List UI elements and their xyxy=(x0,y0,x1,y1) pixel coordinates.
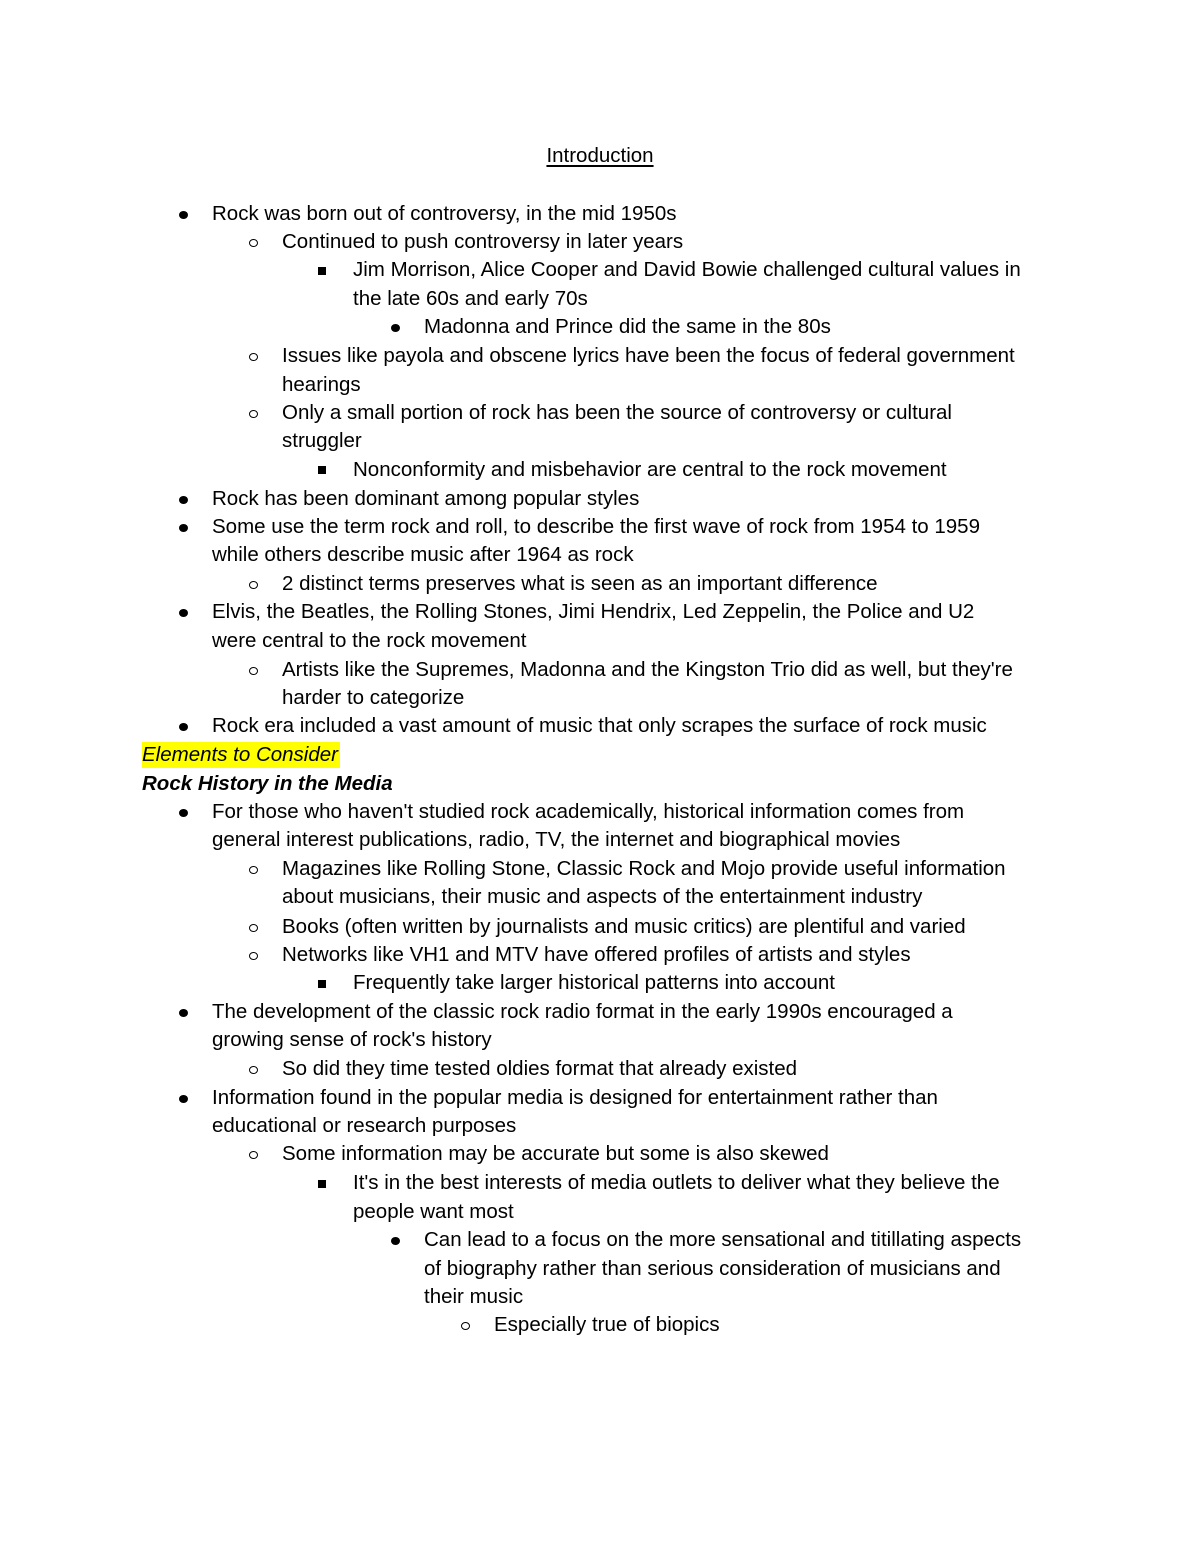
bullet-square-icon xyxy=(318,1180,326,1188)
list-item: Frequently take larger historical patterns into account xyxy=(353,971,836,994)
bullet-circle-icon xyxy=(249,1066,258,1074)
bullet-circle-icon xyxy=(461,1322,470,1330)
list-item-continuation: while others describe music after 1964 as rock xyxy=(212,543,634,566)
list-item: Artists like the Supremes, Madonna and the Kingston Trio did as well, but they're xyxy=(282,658,1013,681)
list-item: It's in the best interests of media outlets to deliver what they believe the xyxy=(353,1171,1000,1194)
list-item-continuation: general interest publications, radio, TV, the internet and biographical movies xyxy=(212,828,901,851)
bullet-circle-icon xyxy=(249,924,258,932)
list-item-continuation: struggler xyxy=(282,429,362,452)
list-item-continuation: hearings xyxy=(282,373,361,396)
bullet-disc-icon xyxy=(179,211,188,219)
bullet-square-icon xyxy=(318,980,326,988)
list-item-continuation: their music xyxy=(424,1285,524,1308)
list-item: So did they time tested oldies format that already existed xyxy=(282,1057,798,1080)
bullet-circle-icon xyxy=(249,239,258,247)
bullet-square-icon xyxy=(318,466,326,474)
list-item: For those who haven't studied rock academically, historical information comes from xyxy=(212,800,965,823)
list-item: Only a small portion of rock has been the source of controversy or cultural xyxy=(282,401,952,424)
bullet-disc-icon xyxy=(179,809,188,817)
list-item: Some information may be accurate but some is also skewed xyxy=(282,1142,829,1165)
list-item: Some use the term rock and roll, to describe the first wave of rock from 1954 to 1959 xyxy=(212,515,980,538)
list-item: 2 distinct terms preserves what is seen as an important difference xyxy=(282,572,878,595)
bullet-disc-icon xyxy=(179,1009,188,1017)
list-item: Continued to push controversy in later years xyxy=(282,230,684,253)
list-item: The development of the classic rock radio format in the early 1990s encouraged a xyxy=(212,1000,953,1023)
list-item: Can lead to a focus on the more sensational and titillating aspects xyxy=(424,1228,1022,1251)
bullet-circle-icon xyxy=(249,1151,258,1159)
list-item: Magazines like Rolling Stone, Classic Rock and Mojo provide useful information xyxy=(282,857,1006,880)
bullet-circle-icon xyxy=(249,581,258,589)
bullet-disc-icon xyxy=(179,524,188,532)
list-item: Information found in the popular media is designed for entertainment rather than xyxy=(212,1086,938,1109)
list-item-continuation: harder to categorize xyxy=(282,686,465,709)
list-item: Nonconformity and misbehavior are central to the rock movement xyxy=(353,458,947,481)
list-item-continuation: growing sense of rock's history xyxy=(212,1028,492,1051)
bullet-disc-icon xyxy=(391,324,400,332)
list-item-continuation: the late 60s and early 70s xyxy=(353,287,588,310)
bullet-disc-icon xyxy=(179,1095,188,1103)
list-item-continuation: educational or research purposes xyxy=(212,1114,517,1137)
list-item-continuation: were central to the rock movement xyxy=(212,629,527,652)
bullet-circle-icon xyxy=(249,353,258,361)
list-item: Issues like payola and obscene lyrics have been the focus of federal government xyxy=(282,344,1015,367)
list-item: Especially true of biopics xyxy=(494,1313,720,1336)
list-item: Books (often written by journalists and music critics) are plentiful and varied xyxy=(282,915,966,938)
list-item-continuation: about musicians, their music and aspects of the entertainment industry xyxy=(282,885,923,908)
list-item: Rock was born out of controversy, in the mid 1950s xyxy=(212,202,677,225)
list-item-continuation: of biography rather than serious consideration of musicians and xyxy=(424,1257,1001,1280)
list-item: Madonna and Prince did the same in the 80s xyxy=(424,315,831,338)
bullet-circle-icon xyxy=(249,866,258,874)
bullet-disc-icon xyxy=(179,496,188,504)
bullet-disc-icon xyxy=(179,723,188,731)
list-item: Rock era included a vast amount of music that only scrapes the surface of rock music xyxy=(212,714,987,737)
section-heading: Elements to Consider xyxy=(142,743,338,766)
list-item: Rock has been dominant among popular styles xyxy=(212,487,640,510)
bullet-square-icon xyxy=(318,267,326,275)
bullet-circle-icon xyxy=(249,410,258,418)
list-item: Jim Morrison, Alice Cooper and David Bowie challenged cultural values in xyxy=(353,258,1021,281)
bullet-circle-icon xyxy=(249,952,258,960)
list-item: Elvis, the Beatles, the Rolling Stones, Jimi Hendrix, Led Zeppelin, the Police and U2 xyxy=(212,600,975,623)
list-item: Networks like VH1 and MTV have offered profiles of artists and styles xyxy=(282,943,911,966)
bullet-disc-icon xyxy=(179,609,188,617)
bullet-circle-icon xyxy=(249,667,258,675)
bullet-disc-icon xyxy=(391,1237,400,1245)
subsection-heading: Rock History in the Media xyxy=(142,772,393,795)
list-item-continuation: people want most xyxy=(353,1200,514,1223)
page-title: Introduction xyxy=(546,144,654,167)
